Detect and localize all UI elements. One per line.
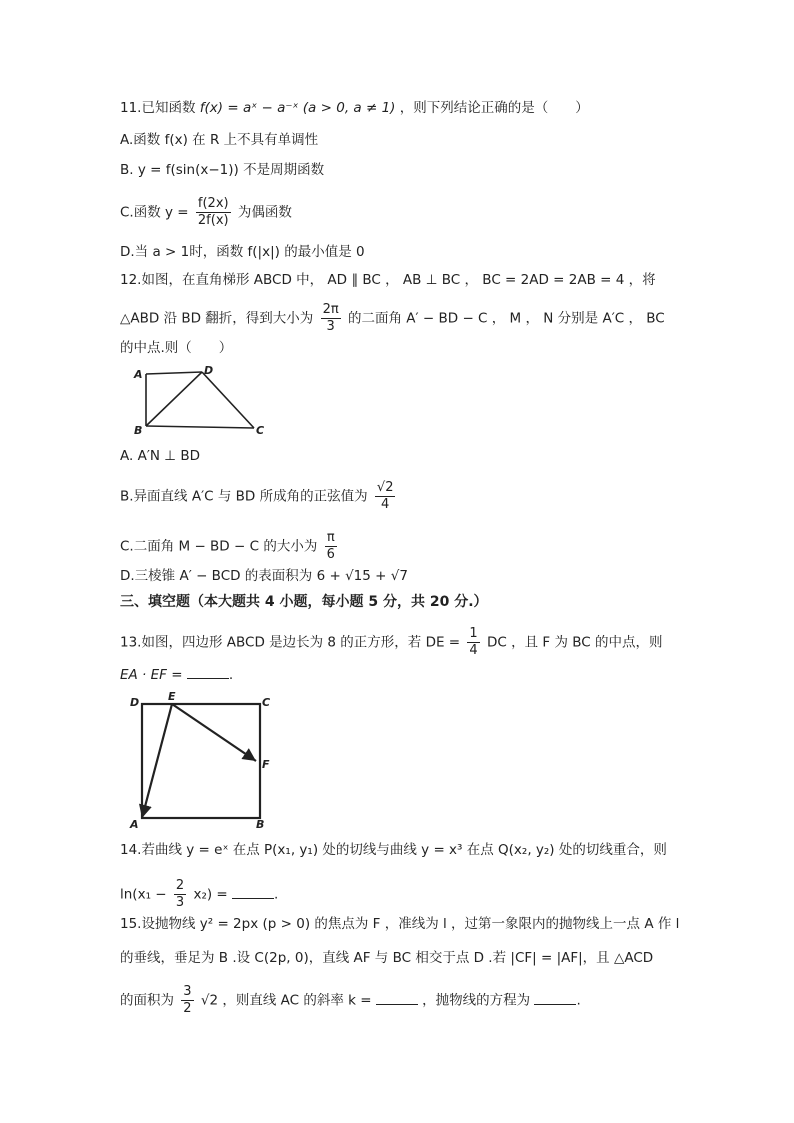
- q15-line3-mid: √2 ，则直线 AC 的斜率 k =: [200, 992, 372, 1009]
- fraction-numerator: 3: [183, 984, 192, 999]
- q14-line2: [120, 878, 278, 911]
- q12-line1: 12.如图，在直角梯形 ABCD 中， AD ∥ BC ， AB ⊥ BC ， BC = 2AD = 2AB = 4 ，将: [120, 272, 656, 288]
- q12-option-b-fraction: [375, 480, 396, 513]
- fraction-numerator: 1: [469, 626, 478, 641]
- q13-vector-expression: EA · EF =: [120, 667, 183, 683]
- edge-bc: [146, 426, 254, 428]
- q11-stem-function: f(x) = aˣ − a⁻ˣ (a > 0, a ≠ 1): [199, 100, 396, 116]
- q12-line2: [120, 302, 665, 335]
- q13-line2-end: .: [228, 667, 234, 683]
- section-heading: 三、填空题（本大题共 4 小题，每小题 5 分，共 20 分.）: [120, 594, 488, 610]
- vector-ea: [142, 704, 172, 818]
- fraction-denominator: 3: [326, 319, 335, 334]
- q11-option-b: B. y = f(sin(x−1)) 不是周期函数: [120, 162, 325, 178]
- q12-option-c-prefix: C.二面角 M − BD − C 的大小为: [120, 538, 318, 555]
- q11-stem: [120, 98, 589, 118]
- q14-line2-end: .: [274, 886, 279, 903]
- q12-line2-prefix: △ABD 沿 BD 翻折，得到大小为: [120, 310, 314, 327]
- q12-angle-fraction: [321, 302, 341, 335]
- q13-line2: [120, 664, 233, 685]
- q15-fraction: [181, 984, 193, 1017]
- q15-line3-prefix: 的面积为: [120, 992, 174, 1009]
- q15-line3-end: .: [576, 992, 581, 1009]
- q14-line2-prefix: ln(x₁ −: [120, 886, 167, 903]
- q14-fraction: [174, 878, 186, 911]
- fraction-numerator: π: [326, 530, 335, 545]
- fraction-denominator: 2: [183, 1001, 192, 1016]
- q11-option-c-fraction: [196, 196, 231, 229]
- q12-option-b-prefix: B.异面直线 A′C 与 BD 所成角的正弦值为: [120, 488, 368, 505]
- q11-option-c-prefix: C.函数 y =: [120, 204, 189, 221]
- edge-bd: [146, 372, 202, 426]
- vertex-label-b: B: [134, 424, 143, 437]
- answer-blank-slope[interactable]: [376, 990, 418, 1005]
- fraction-numerator: 2: [175, 878, 185, 893]
- q13-line1-suffix: DC ，且 F 为 BC 的中点，则: [487, 634, 663, 651]
- q13-line1-prefix: 13.如图，四边形 ABCD 是边长为 8 的正方形，若 DE =: [120, 634, 461, 651]
- fraction-denominator: 6: [326, 547, 335, 562]
- q12-trapezoid-figure: [120, 360, 280, 440]
- fraction-denominator: 4: [469, 643, 478, 658]
- vertex-label-c: C: [256, 424, 265, 437]
- q12-option-d: D.三棱锥 A′ − BCD 的表面积为 6 + √15 + √7: [120, 568, 408, 584]
- fraction-denominator: 2f(x): [197, 213, 229, 228]
- q14-line1: 14.若曲线 y = eˣ 在点 P(x₁, y₁) 处的切线与曲线 y = x³ 在点 Q(x₂, y₂) 处的切线重合，则: [120, 842, 667, 858]
- q11-option-a: A.函数 f(x) 在 R 上不具有单调性: [120, 132, 319, 148]
- q12-option-a: A. A′N ⊥ BD: [120, 448, 200, 464]
- q12-option-c: [120, 530, 340, 563]
- fraction-numerator: √2: [376, 480, 394, 495]
- vertex-label-a: A: [130, 818, 139, 831]
- vertex-label-d: D: [130, 696, 140, 709]
- vertex-label-b: B: [256, 818, 265, 831]
- fraction-denominator: 3: [175, 895, 185, 910]
- q11-option-d: D.当 a > 1时，函数 f(|x|) 的最小值是 0: [120, 244, 365, 260]
- point-label-f: F: [262, 758, 270, 771]
- vertex-label-c: C: [262, 696, 271, 709]
- fraction-numerator: f(2x): [197, 196, 229, 211]
- q12-option-c-fraction: [325, 530, 337, 563]
- q11-option-c: [120, 196, 292, 229]
- q15-line1: 15.设抛物线 y² = 2px (p > 0) 的焦点为 F ，准线为 l ，过第一象限内的抛物线上一点 A 作 l: [120, 916, 680, 932]
- vertex-label-d: D: [204, 364, 214, 377]
- q13-square-figure: [120, 688, 275, 833]
- q11-stem-prefix: 11.已知函数: [120, 100, 196, 116]
- answer-blank[interactable]: [232, 884, 274, 899]
- q12-line3: 的中点.则（ ）: [120, 340, 233, 356]
- q12-option-b: [120, 480, 398, 513]
- square-abcd: [142, 704, 260, 818]
- q15-line2: 的垂线，垂足为 B .设 C(2p, 0)，直线 AF 与 BC 相交于点 D .若 |CF| = |AF|，且 △ACD: [120, 950, 654, 966]
- q13-fraction: [467, 626, 479, 659]
- q11-stem-suffix: ，则下列结论正确的是（ ）: [399, 100, 589, 116]
- q15-line3-mid2: ，抛物线的方程为: [422, 992, 531, 1009]
- q12-line2-suffix: 的二面角 A′ − BD − C ， M ， N 分别是 A′C ， BC: [348, 310, 665, 327]
- q15-line3: [120, 984, 581, 1017]
- vector-ef: [172, 704, 256, 761]
- answer-blank[interactable]: [187, 664, 229, 679]
- q13-line1: [120, 626, 663, 659]
- answer-blank-equation[interactable]: [534, 990, 576, 1005]
- edge-dc: [202, 372, 254, 428]
- fraction-denominator: 4: [381, 497, 390, 512]
- q14-line2-suffix: x₂) =: [193, 886, 228, 903]
- vertex-label-a: A: [134, 368, 143, 381]
- point-label-e: E: [168, 690, 176, 703]
- edge-ad: [146, 372, 202, 374]
- fraction-numerator: 2π: [322, 302, 339, 317]
- q11-option-c-suffix: 为偶函数: [237, 204, 292, 221]
